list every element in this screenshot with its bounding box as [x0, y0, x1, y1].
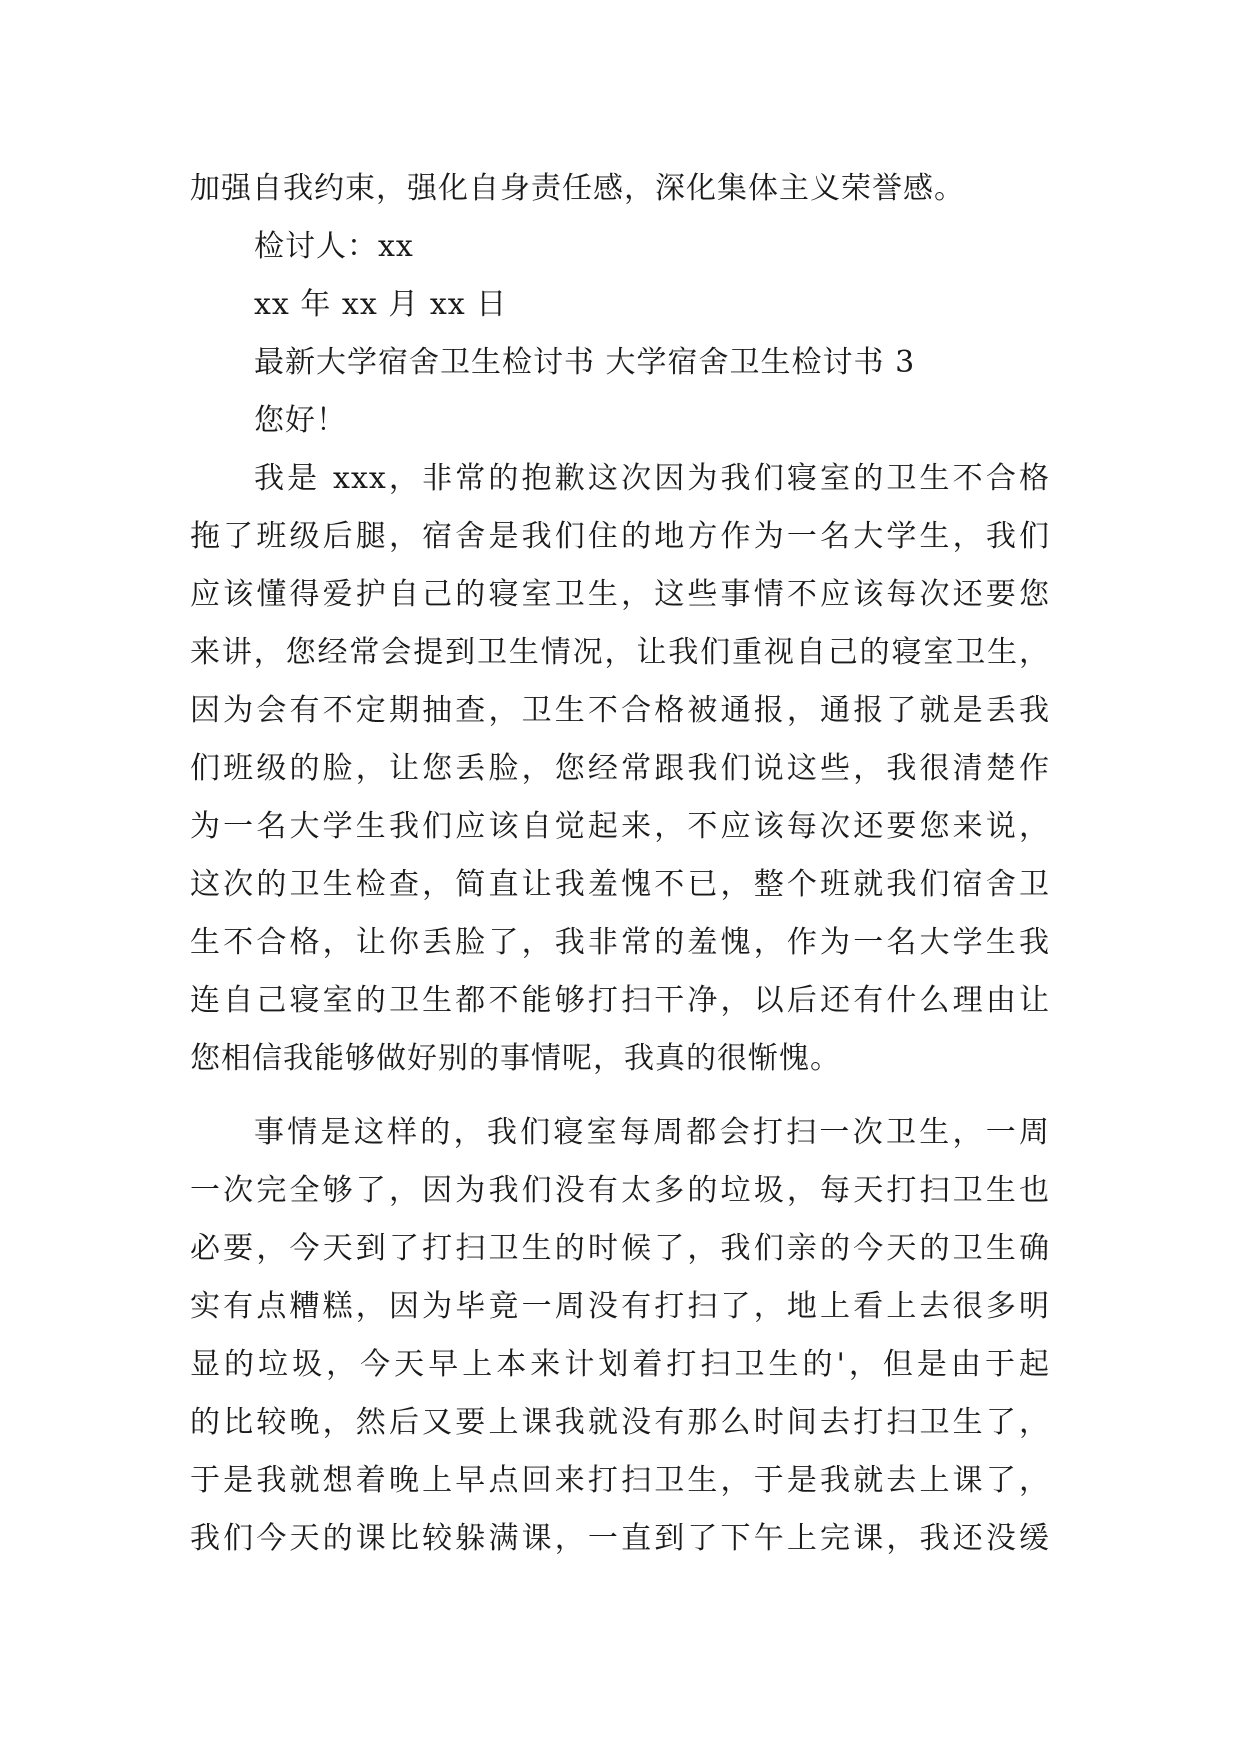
paragraph-line: 为一名大学生我们应该自觉起来，不应该每次还要您来说， — [190, 809, 1050, 844]
body-text-line: 加强自我约束，强化自身责任感，深化集体主义荣誉感。 — [190, 171, 965, 206]
paragraph-line: 我是 xxx，非常的抱歉这次因为我们寝室的卫生不合格 — [254, 461, 1050, 496]
signature-line: 检讨人：xx — [254, 229, 414, 264]
paragraph-line: 生不合格，让你丢脸了，我非常的羞愧，作为一名大学生我 — [190, 925, 1050, 960]
paragraph-line: 的比较晚，然后又要上课我就没有那么时间去打扫卫生了， — [190, 1405, 1050, 1440]
paragraph-line: 实有点糟糕，因为毕竟一周没有打扫了，地上看上去很多明 — [190, 1289, 1050, 1324]
section-title: 最新大学宿舍卫生检讨书 大学宿舍卫生检讨书 3 — [254, 345, 916, 380]
paragraph-line: 必要，今天到了打扫卫生的时候了，我们亲的今天的卫生确 — [190, 1231, 1050, 1266]
paragraph-line: 这次的卫生检查，简直让我羞愧不已，整个班就我们宿舍卫 — [190, 867, 1050, 902]
greeting-line: 您好！ — [254, 403, 347, 438]
date-line: xx 年 xx 月 xx 日 — [254, 287, 508, 322]
paragraph-line: 应该懂得爱护自己的寝室卫生，这些事情不应该每次还要您 — [190, 577, 1050, 612]
paragraph-line: 显的垃圾，今天早上本来计划着打扫卫生的'，但是由于起 — [190, 1347, 1050, 1382]
paragraph-line: 们班级的脸，让您丢脸，您经常跟我们说这些，我很清楚作 — [190, 751, 1050, 786]
paragraph-line: 连自己寝室的卫生都不能够打扫干净，以后还有什么理由让 — [190, 983, 1050, 1018]
paragraph-line: 于是我就想着晚上早点回来打扫卫生，于是我就去上课了， — [190, 1463, 1050, 1498]
document-body — [190, 160, 1050, 1568]
paragraph-line: 事情是这样的，我们寝室每周都会打扫一次卫生，一周 — [254, 1115, 1050, 1150]
paragraph-line: 因为会有不定期抽查，卫生不合格被通报，通报了就是丢我 — [190, 693, 1050, 728]
paragraph-line: 来讲，您经常会提到卫生情况，让我们重视自己的寝室卫生， — [190, 635, 1050, 670]
paragraph-line: 拖了班级后腿，宿舍是我们住的地方作为一名大学生，我们 — [190, 519, 1050, 554]
paragraph-line: 一次完全够了，因为我们没有太多的垃圾，每天打扫卫生也 — [190, 1173, 1050, 1208]
paragraph-line: 我们今天的课比较躲满课，一直到了下午上完课，我还没缓 — [190, 1521, 1050, 1556]
paragraph-line: 您相信我能够做好别的事情呢，我真的很惭愧。 — [190, 1041, 841, 1076]
